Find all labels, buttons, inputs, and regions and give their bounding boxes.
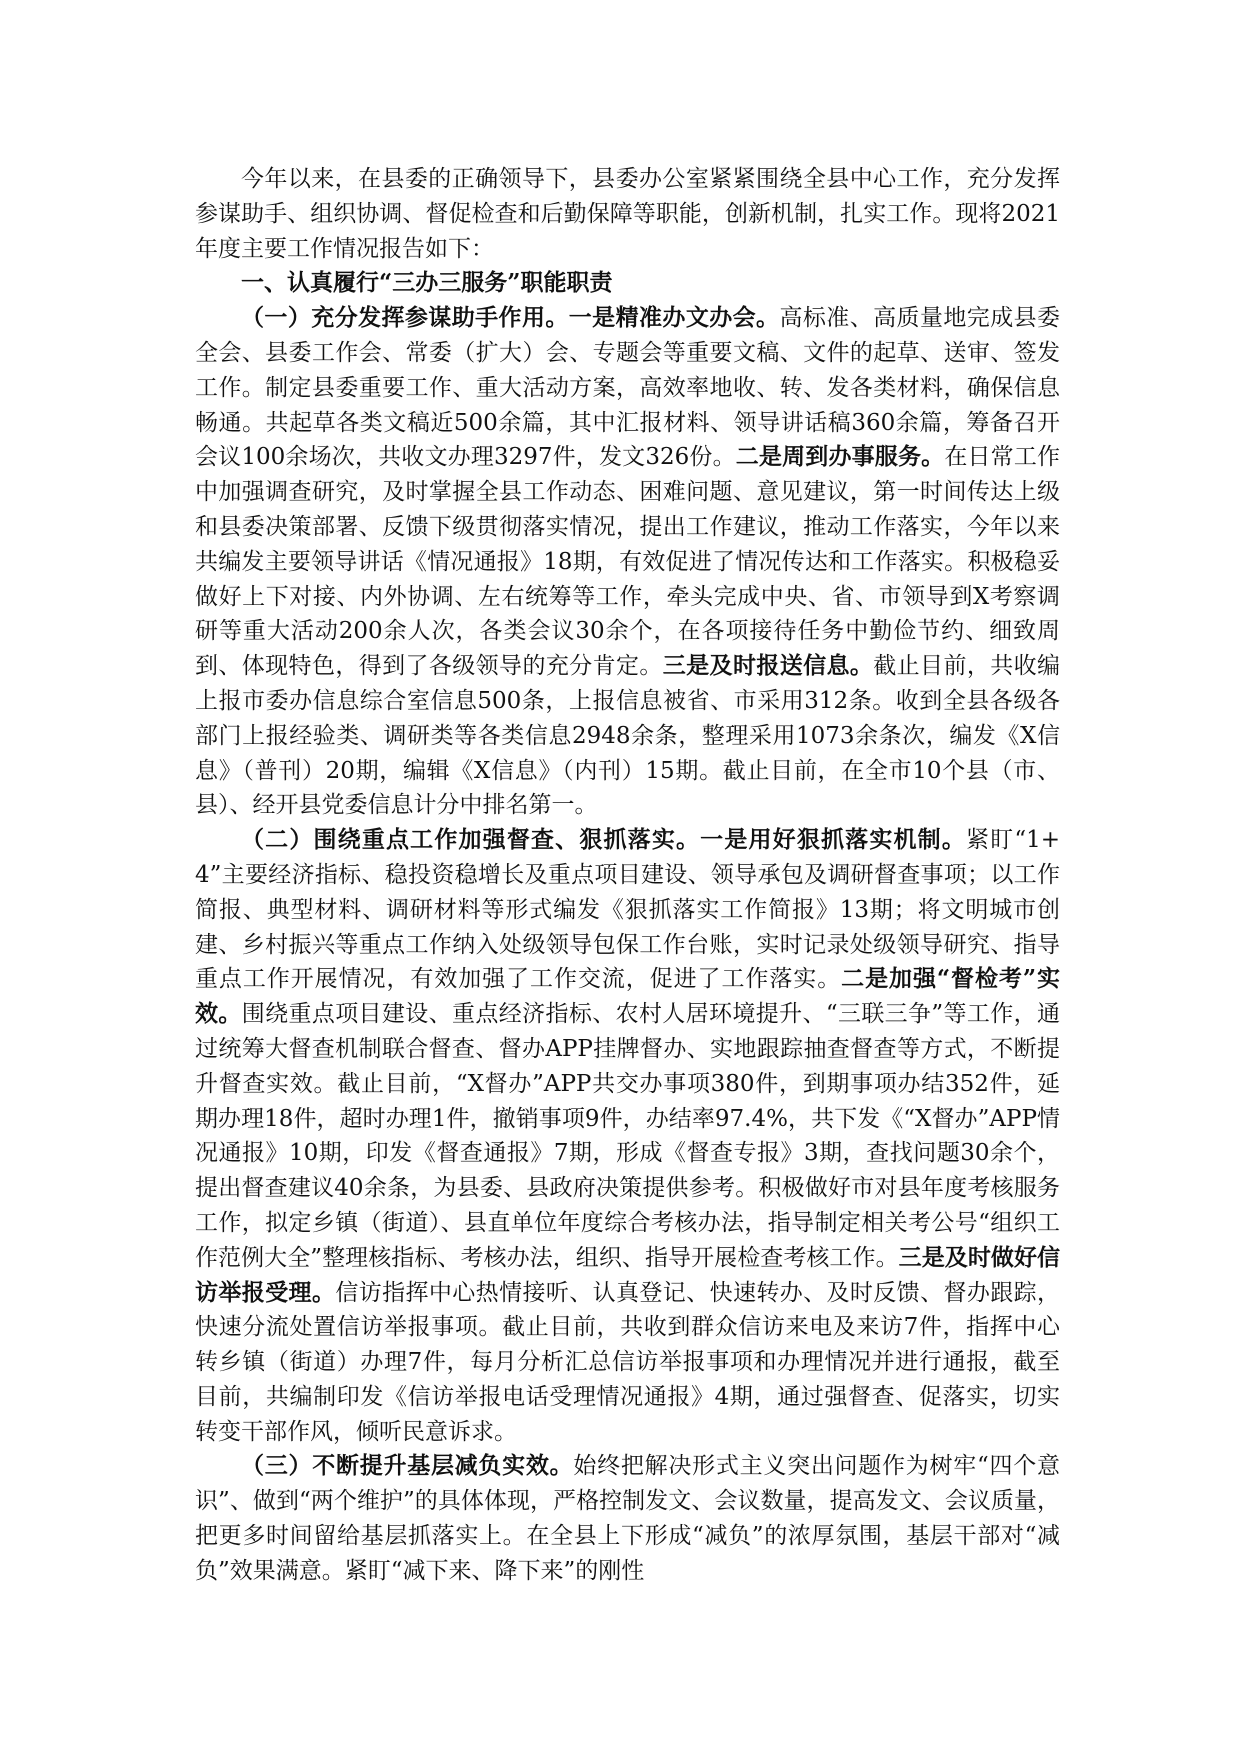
subsection-2-heading: （二）围绕重点工作加强督查、狠抓落实。 xyxy=(241,826,701,854)
section-heading-1-text: 一、认真履行“三办三服务”职能职责 xyxy=(241,269,613,297)
point-3-text: 信访指挥中心热情接听、认真登记、快速转办、及时反馈、督办跟踪，快速分流处置信访举报事项。截止目前，共收到群众信访来电及来访7件，指挥中心转乡镇（街道）办理7件，每月分析汇总信访举报事项和办理情况并进行通报，截至目前，共编制印发《信访举报电话受理情况通报》4期，通过强督查、促落实，切实转变干部作风，倾听民意诉求。 xyxy=(195,1279,1061,1445)
point-2-heading: 二是周到办事服务。 xyxy=(735,443,945,471)
point-2-text: 在日常工作中加强调查研究，及时掌握全县工作动态、困难问题、意见建议，第一时间传达上级和县委决策部署、反馈下级贯彻落实情况，提出工作建议，推动工作落实，今年以来共编发主要领导讲话《情况通报》18期，有效促进了情况传达和工作落实。积极稳妥做好上下对接、内外协调、左右统筹等工作，牵头完成中央、省、市领导到X考察调研等重大活动200余人次，各类会议30余个，在各项接待任务中勤俭节约、细致周到、体现特色，得到了各级领导的充分肯定。 xyxy=(195,444,1060,680)
intro-text: 今年以来，在县委的正确领导下，县委办公室紧紧围绕全县中心工作，充分发挥参谋助手、组织协调、督促检查和后勤保障等职能，创新机制，扎实工作。现将2021年度主要工作情况报告如下： xyxy=(195,166,1060,262)
point-2-heading: 二是加强“督检考”实效。 xyxy=(195,965,1060,1028)
document-body xyxy=(195,162,1060,1589)
subsection-3-heading: （三）不断提升基层减负实效。 xyxy=(241,1452,574,1480)
point-1-text: 紧盯“1+4”主要经济指标、稳投资稳增长及重点项目建设、领导承包及调研督查事项；以工作简报、典型材料、调研材料等形式编发《狠抓落实工作简报》13期；将文明城市创建、乡村振兴等重点工作纳入处级领导包保工作台账，实时记录处级领导研究、指导重点工作开展情况，有效加强了工作交流，促进了工作落实。 xyxy=(195,827,1061,993)
section-heading-1 xyxy=(195,266,1060,301)
paragraph-subsection-3 xyxy=(195,1449,1060,1588)
point-3-heading: 三是及时做好信访举报受理。 xyxy=(195,1243,1061,1306)
point-1-text: 高标准、高质量地完成县委全会、县委工作会、常委（扩大）会、专题会等重要文稿、文件的起草、送审、签发工作。制定县委重要工作、重大活动方案，高效率地收、转、发各类材料，确保信息畅通。共起草各类文稿近500余篇，其中汇报材料、领导讲话稿360余篇，筹备召开会议100余场次，共收文办理3297件，发文326份。 xyxy=(195,305,1061,471)
point-3-text: 截止目前，共收编上报市委办信息综合室信息500条，上报信息被省、市采用312条。收到全县各级各部门上报经验类、调研类等各类信息2948余条，整理采用1073余条次，编发《X信息》（普刊）20期，编辑《X信息》（内刊）15期。截止目前，在全市10个县（市、县）、经开县党委信息计分中排名第一。 xyxy=(195,653,1061,819)
point-2-text: 围绕重点项目建设、重点经济指标、农村人居环境提升、“三联三争”等工作，通过统筹大督查机制联合督查、督办APP挂牌督办、实地跟踪抽查督查等方式，不断提升督查实效。截止目前，“X督办”APP共交办事项380件，到期事项办结352件，延期办理18件，超时办理1件，撤销事项9件，办结率97.4%，共下发《“X督办”APP情况通报》10期，印发《督查通报》7期，形成《督查专报》3期，查找问题30余个，提出督查建议40余条，为县委、县政府决策提供参考。积极做好市对县年度考核服务工作，拟定乡镇（街道）、县直单位年度综合考核办法，指导制定相关考公号“组织工作范例大全”整理核指标、考核办法，组织、指导开展检查考核工作。 xyxy=(195,1001,1060,1271)
point-3-heading: 三是及时报送信息。 xyxy=(662,652,874,680)
paragraph-intro xyxy=(195,162,1060,266)
point-1-heading: 一是用好狠抓落实机制。 xyxy=(700,826,967,854)
subsection-1-heading: （一）充分发挥参谋助手作用。 xyxy=(241,304,569,332)
paragraph-subsection-2 xyxy=(195,823,1060,1449)
paragraph-subsection-1 xyxy=(195,301,1060,823)
subsection-3-text: 始终把解决形式主义突出问题作为树牢“四个意识”、做到“两个维护”的具体体现，严格控制发文、会议数量，提高发文、会议质量，把更多时间留给基层抓落实上。在全县上下形成“减负”的浓厚氛围，基层干部对“减负”效果满意。紧盯“减下来、降下来”的刚性 xyxy=(195,1453,1060,1584)
point-1-heading: 一是精准办文办会。 xyxy=(568,304,780,332)
